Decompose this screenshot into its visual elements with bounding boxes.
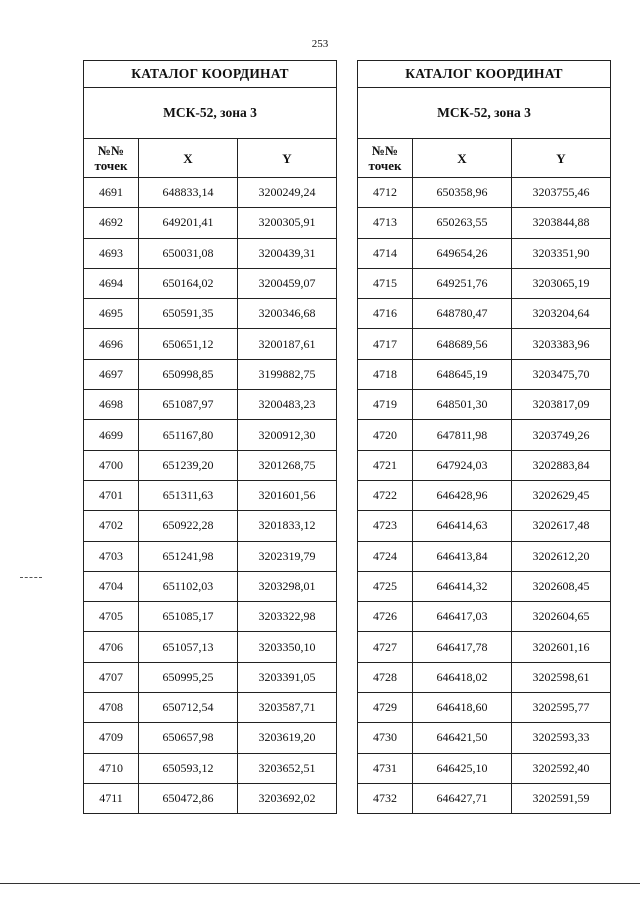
x-coordinate-cell: 648689,56 [413, 329, 512, 359]
table-row [84, 632, 337, 662]
column-header-point-number-line2: точек [368, 158, 402, 173]
y-coordinate-cell: 3203844,88 [512, 208, 611, 238]
table-row [358, 511, 611, 541]
y-coordinate-cell: 3203298,01 [238, 571, 337, 601]
point-number-cell: 4702 [84, 511, 139, 541]
table-row [84, 178, 337, 208]
catalog-body [358, 178, 611, 814]
table-row [84, 783, 337, 813]
table-row [358, 693, 611, 723]
table-row [84, 480, 337, 510]
table-row [358, 632, 611, 662]
page-number: 253 [311, 38, 329, 50]
point-number-cell: 4710 [84, 753, 139, 783]
table-row [358, 390, 611, 420]
x-coordinate-cell: 646425,10 [413, 753, 512, 783]
point-number-cell: 4715 [358, 268, 413, 298]
x-coordinate-cell: 650591,35 [139, 299, 238, 329]
catalog-zone: МСК-52, зона 3 [358, 88, 611, 139]
y-coordinate-cell: 3202629,45 [512, 480, 611, 510]
x-coordinate-cell: 648833,14 [139, 178, 238, 208]
x-coordinate-cell: 650031,08 [139, 238, 238, 268]
x-coordinate-cell: 647924,03 [413, 450, 512, 480]
y-coordinate-cell: 3203475,70 [512, 359, 611, 389]
table-row [84, 693, 337, 723]
table-row [358, 450, 611, 480]
table-row [84, 329, 337, 359]
table-row [358, 541, 611, 571]
table-row [84, 571, 337, 601]
point-number-cell: 4724 [358, 541, 413, 571]
y-coordinate-cell: 3200439,31 [238, 238, 337, 268]
x-coordinate-cell: 646413,84 [413, 541, 512, 571]
point-number-cell: 4699 [84, 420, 139, 450]
table-row [358, 571, 611, 601]
point-number-cell: 4731 [358, 753, 413, 783]
point-number-cell: 4713 [358, 208, 413, 238]
x-coordinate-cell: 647811,98 [413, 420, 512, 450]
x-coordinate-cell: 648780,47 [413, 299, 512, 329]
x-coordinate-cell: 650472,86 [139, 783, 238, 813]
y-coordinate-cell: 3202591,59 [512, 783, 611, 813]
table-row [84, 390, 337, 420]
y-coordinate-cell: 3202601,16 [512, 632, 611, 662]
point-number-cell: 4692 [84, 208, 139, 238]
table-row [358, 602, 611, 632]
point-number-cell: 4708 [84, 693, 139, 723]
table-row [84, 299, 337, 329]
x-coordinate-cell: 650998,85 [139, 359, 238, 389]
point-number-cell: 4732 [358, 783, 413, 813]
x-coordinate-cell: 646414,63 [413, 511, 512, 541]
x-coordinate-cell: 651241,98 [139, 541, 238, 571]
table-row [84, 541, 337, 571]
table-row [358, 208, 611, 238]
point-number-cell: 4695 [84, 299, 139, 329]
column-header-point-number-line2: точек [94, 158, 128, 173]
point-number-cell: 4705 [84, 602, 139, 632]
point-number-cell: 4725 [358, 571, 413, 601]
table-row [84, 723, 337, 753]
y-coordinate-cell: 3203350,10 [238, 632, 337, 662]
point-number-cell: 4696 [84, 329, 139, 359]
x-coordinate-cell: 650358,96 [413, 178, 512, 208]
point-number-cell: 4722 [358, 480, 413, 510]
y-coordinate-cell: 3203391,05 [238, 662, 337, 692]
table-row [84, 208, 337, 238]
y-coordinate-cell: 3203383,96 [512, 329, 611, 359]
table-row [358, 753, 611, 783]
x-coordinate-cell: 650593,12 [139, 753, 238, 783]
table-row [84, 238, 337, 268]
point-number-cell: 4726 [358, 602, 413, 632]
x-coordinate-cell: 648501,30 [413, 390, 512, 420]
table-row [84, 753, 337, 783]
table-row [84, 662, 337, 692]
x-coordinate-cell: 650164,02 [139, 268, 238, 298]
column-header-point-number [358, 139, 413, 178]
table-row [358, 329, 611, 359]
table-row [358, 359, 611, 389]
column-header-point-number [84, 139, 139, 178]
point-number-cell: 4720 [358, 420, 413, 450]
x-coordinate-cell: 651102,03 [139, 571, 238, 601]
y-coordinate-cell: 3202604,65 [512, 602, 611, 632]
point-number-cell: 4728 [358, 662, 413, 692]
table-row [358, 268, 611, 298]
point-number-cell: 4706 [84, 632, 139, 662]
point-number-cell: 4721 [358, 450, 413, 480]
x-coordinate-cell: 646428,96 [413, 480, 512, 510]
y-coordinate-cell: 3199882,75 [238, 359, 337, 389]
point-number-cell: 4700 [84, 450, 139, 480]
table-row [358, 178, 611, 208]
catalog-zone: МСК-52, зона 3 [84, 88, 337, 139]
y-coordinate-cell: 3200483,23 [238, 390, 337, 420]
y-coordinate-cell: 3203619,20 [238, 723, 337, 753]
x-coordinate-cell: 650657,98 [139, 723, 238, 753]
y-coordinate-cell: 3203692,02 [238, 783, 337, 813]
point-number-cell: 4697 [84, 359, 139, 389]
table-row [84, 268, 337, 298]
point-number-cell: 4693 [84, 238, 139, 268]
y-coordinate-cell: 3202608,45 [512, 571, 611, 601]
table-row [358, 480, 611, 510]
y-coordinate-cell: 3203351,90 [512, 238, 611, 268]
y-coordinate-cell: 3203652,51 [238, 753, 337, 783]
point-number-cell: 4718 [358, 359, 413, 389]
point-number-cell: 4691 [84, 178, 139, 208]
table-row [358, 420, 611, 450]
point-number-cell: 4698 [84, 390, 139, 420]
margin-mark [20, 577, 42, 578]
x-coordinate-cell: 651085,17 [139, 602, 238, 632]
x-coordinate-cell: 649654,26 [413, 238, 512, 268]
point-number-cell: 4729 [358, 693, 413, 723]
y-coordinate-cell: 3201833,12 [238, 511, 337, 541]
x-coordinate-cell: 651239,20 [139, 450, 238, 480]
point-number-cell: 4727 [358, 632, 413, 662]
x-coordinate-cell: 648645,19 [413, 359, 512, 389]
point-number-cell: 4712 [358, 178, 413, 208]
point-number-cell: 4704 [84, 571, 139, 601]
y-coordinate-cell: 3200459,07 [238, 268, 337, 298]
point-number-cell: 4701 [84, 480, 139, 510]
catalog-body [84, 178, 337, 814]
catalog-title: КАТАЛОГ КООРДИНАТ [358, 61, 611, 88]
x-coordinate-cell: 650922,28 [139, 511, 238, 541]
column-header-x: X [139, 139, 238, 178]
catalog-title: КАТАЛОГ КООРДИНАТ [84, 61, 337, 88]
y-coordinate-cell: 3203817,09 [512, 390, 611, 420]
x-coordinate-cell: 649251,76 [413, 268, 512, 298]
table-row [84, 511, 337, 541]
column-header-point-number-line1: №№ [371, 143, 399, 158]
y-coordinate-cell: 3202319,79 [238, 541, 337, 571]
table-row [358, 723, 611, 753]
x-coordinate-cell: 651087,97 [139, 390, 238, 420]
y-coordinate-cell: 3200187,61 [238, 329, 337, 359]
y-coordinate-cell: 3203755,46 [512, 178, 611, 208]
x-coordinate-cell: 651311,63 [139, 480, 238, 510]
y-coordinate-cell: 3202595,77 [512, 693, 611, 723]
y-coordinate-cell: 3202593,33 [512, 723, 611, 753]
column-header-y: Y [238, 139, 337, 178]
table-row [84, 602, 337, 632]
y-coordinate-cell: 3202598,61 [512, 662, 611, 692]
x-coordinate-cell: 650651,12 [139, 329, 238, 359]
y-coordinate-cell: 3200912,30 [238, 420, 337, 450]
y-coordinate-cell: 3202883,84 [512, 450, 611, 480]
x-coordinate-cell: 646418,60 [413, 693, 512, 723]
point-number-cell: 4711 [84, 783, 139, 813]
table-row [358, 299, 611, 329]
y-coordinate-cell: 3203749,26 [512, 420, 611, 450]
x-coordinate-cell: 646417,03 [413, 602, 512, 632]
point-number-cell: 4714 [358, 238, 413, 268]
point-number-cell: 4703 [84, 541, 139, 571]
table-row [84, 420, 337, 450]
x-coordinate-cell: 646418,02 [413, 662, 512, 692]
point-number-cell: 4730 [358, 723, 413, 753]
point-number-cell: 4707 [84, 662, 139, 692]
column-header-point-number-line1: №№ [97, 143, 125, 158]
column-header-x: X [413, 139, 512, 178]
point-number-cell: 4719 [358, 390, 413, 420]
coordinate-catalog-right [357, 60, 611, 814]
x-coordinate-cell: 651167,80 [139, 420, 238, 450]
table-row [358, 783, 611, 813]
x-coordinate-cell: 646417,78 [413, 632, 512, 662]
y-coordinate-cell: 3202592,40 [512, 753, 611, 783]
table-row [84, 450, 337, 480]
point-number-cell: 4716 [358, 299, 413, 329]
y-coordinate-cell: 3200346,68 [238, 299, 337, 329]
y-coordinate-cell: 3202617,48 [512, 511, 611, 541]
y-coordinate-cell: 3203587,71 [238, 693, 337, 723]
x-coordinate-cell: 650712,54 [139, 693, 238, 723]
y-coordinate-cell: 3202612,20 [512, 541, 611, 571]
point-number-cell: 4694 [84, 268, 139, 298]
y-coordinate-cell: 3201268,75 [238, 450, 337, 480]
point-number-cell: 4717 [358, 329, 413, 359]
x-coordinate-cell: 649201,41 [139, 208, 238, 238]
table-row [84, 359, 337, 389]
y-coordinate-cell: 3203065,19 [512, 268, 611, 298]
y-coordinate-cell: 3203204,64 [512, 299, 611, 329]
table-row [358, 662, 611, 692]
x-coordinate-cell: 646414,32 [413, 571, 512, 601]
y-coordinate-cell: 3203322,98 [238, 602, 337, 632]
table-row [358, 238, 611, 268]
x-coordinate-cell: 651057,13 [139, 632, 238, 662]
y-coordinate-cell: 3200305,91 [238, 208, 337, 238]
x-coordinate-cell: 646421,50 [413, 723, 512, 753]
x-coordinate-cell: 650995,25 [139, 662, 238, 692]
point-number-cell: 4709 [84, 723, 139, 753]
y-coordinate-cell: 3201601,56 [238, 480, 337, 510]
column-header-y: Y [512, 139, 611, 178]
point-number-cell: 4723 [358, 511, 413, 541]
y-coordinate-cell: 3200249,24 [238, 178, 337, 208]
coordinate-catalog-left [83, 60, 337, 814]
footer-divider [0, 883, 640, 884]
x-coordinate-cell: 650263,55 [413, 208, 512, 238]
x-coordinate-cell: 646427,71 [413, 783, 512, 813]
